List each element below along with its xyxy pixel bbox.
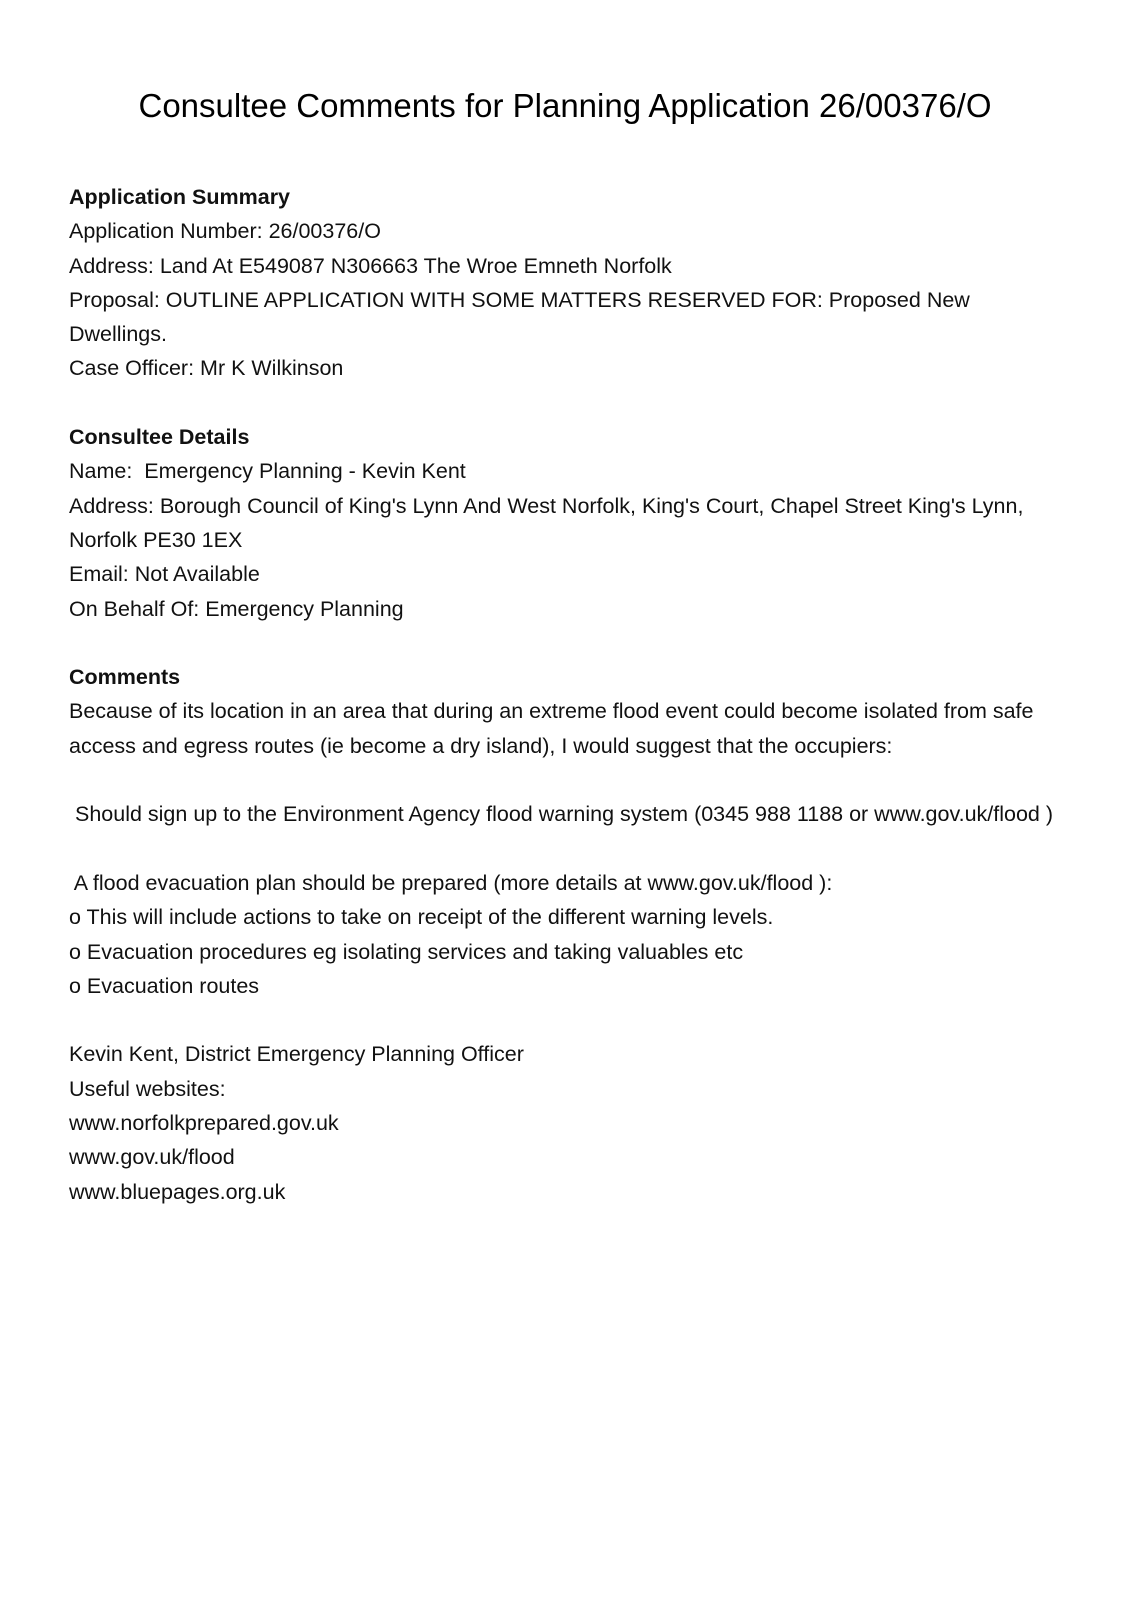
websites-label: Useful websites: — [69, 1076, 226, 1101]
consultee-on-behalf-of: On Behalf Of: Emergency Planning — [69, 596, 404, 621]
comments-heading: Comments — [69, 665, 181, 690]
document-body — [69, 180, 1059, 1209]
application-address: Address: Land At E549087 N306663 The Wroe Emneth Norfolk — [69, 253, 672, 278]
consultee-email: Email: Not Available — [69, 562, 260, 587]
comments-section — [69, 660, 1059, 1209]
application-summary-section — [69, 180, 1059, 386]
consultee-address: Address: Borough Council of King's Lynn And West Norfolk, King's Court, Chapel Street King's Lynn, Norfolk PE30 1EX — [69, 493, 1024, 552]
paragraph-spacer — [69, 1003, 1059, 1037]
case-officer: Case Officer: Mr K Wilkinson — [69, 356, 344, 381]
plan-list-item: o This will include actions to take on receipt of the different warning levels. — [69, 905, 774, 930]
website-link: www.gov.uk/flood — [69, 1145, 235, 1170]
website-link: www.norfolkprepared.gov.uk — [69, 1111, 339, 1136]
consultee-details-heading: Consultee Details — [69, 425, 250, 450]
application-number: Application Number: 26/00376/O — [69, 219, 381, 244]
comments-plan-intro: A flood evacuation plan should be prepared (more details at www.gov.uk/flood ): — [69, 870, 833, 895]
plan-list-item: o Evacuation routes — [69, 973, 260, 998]
plan-list-item: o Evacuation procedures eg isolating services and taking valuables etc — [69, 939, 744, 964]
consultee-details-section — [69, 420, 1059, 626]
consultee-name: Name: Emergency Planning - Kevin Kent — [69, 459, 466, 484]
comments-intro: Because of its location in an area that during an extreme flood event could become isolated from safe access and egress routes (ie become a dry island), I would suggest that the occupiers: — [69, 699, 1034, 758]
section-spacer — [69, 386, 1059, 420]
page-title: Consultee Comments for Planning Application 26/00376/O — [138, 87, 992, 124]
comments-sign-up: Should sign up to the Environment Agency flood warning system (0345 988 1188 or www.gov.uk/flood ) — [69, 802, 1054, 827]
paragraph-spacer — [69, 763, 1059, 797]
paragraph-spacer — [69, 832, 1059, 866]
application-proposal: Proposal: OUTLINE APPLICATION WITH SOME MATTERS RESERVED FOR: Proposed New Dwellings. — [69, 287, 970, 347]
section-spacer — [69, 626, 1059, 660]
website-link: www.bluepages.org.uk — [69, 1179, 286, 1204]
signature: Kevin Kent, District Emergency Planning Officer — [69, 1042, 524, 1067]
application-summary-heading: Application Summary — [69, 185, 291, 209]
